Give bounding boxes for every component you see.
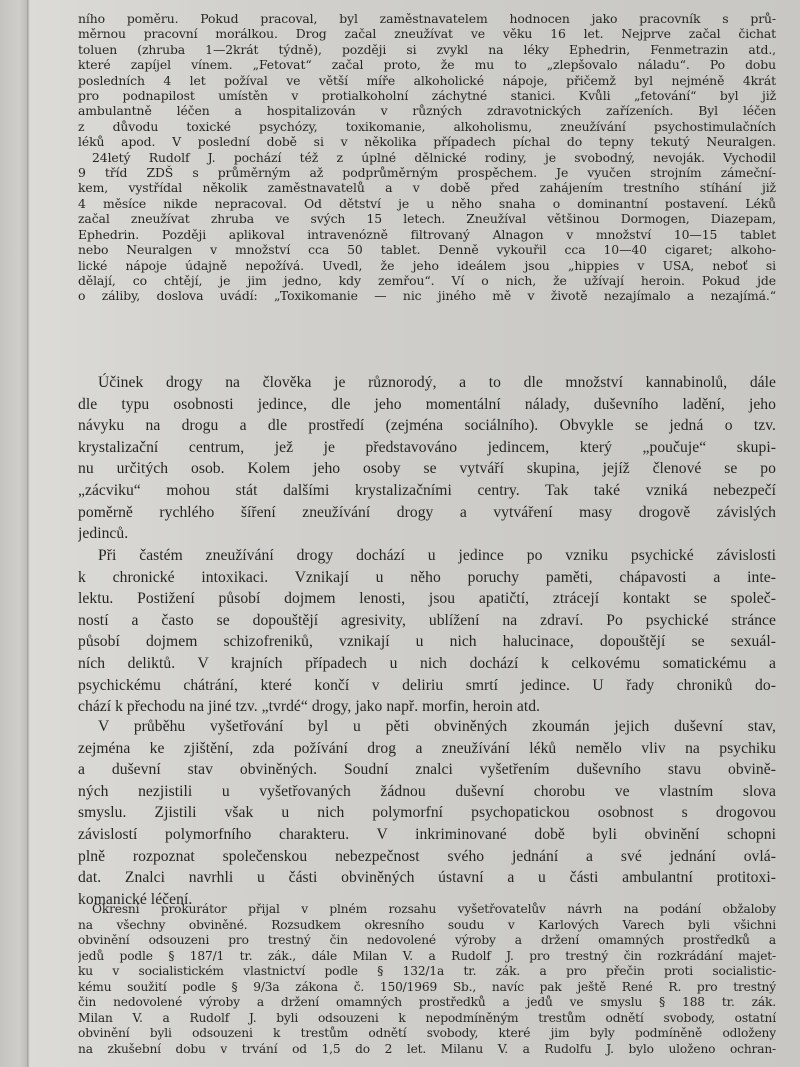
text-line: dle typu osobnosti jedince, dle jeho momentální nálady, duševního ladění, jeho	[78, 395, 776, 413]
text-line: dělají, co chtějí, je jim jedno, kdy zemřou“. Ví o nich, že užívají heroin. Pokud jde	[78, 272, 776, 288]
text-line: poměrně rychlého šíření zneužívání drogy a vytváření masy drogově závislých	[78, 503, 776, 521]
text-line: Okresní prokurátor přijal v plném rozsahu vyšetřovatelův návrh na podání obžaloby	[92, 902, 776, 916]
text-line: toluen (zhruba 1—2krát týdně), později si zvykl na léky Ephedrin, Fenmetrazin atd.,	[78, 41, 776, 57]
text-line: pro podnapilost umístěn v protialkoholní záchytné stanici. Kvůli „fetování“ byl již	[78, 88, 776, 104]
text-line: měrnou pracovní morálkou. Drog začal zneužívat ve věku 16 let. Nejprve začal čichat	[78, 26, 776, 42]
text-line: ností a často se dopouštějí agresivity, ublížení na zdraví. Po psychické stránce	[78, 611, 776, 629]
text-line: smyslu. Zjistili však u nich polymorfní psychopatickou osobnost s drogovou	[78, 804, 776, 822]
text-line: lektu. Postižení působí dojmem lenosti, jsou apatičtí, ztrácejí kontakt se společ-	[78, 590, 776, 608]
text-line: které zapíjel vínem. „Fetovat“ začal proto, že mu to „zlepšovalo náladu“. Po dobu	[78, 57, 776, 73]
text-line: Účinek drogy na člověka je různorodý, a to dle množství kannabinolů, dále	[98, 374, 776, 391]
paragraph-drug-effects	[78, 372, 776, 545]
text-line: ku v socialistickém vlastnictví podle § 132/1a tr. zák. a pro přečin proti socialistic-	[78, 964, 776, 978]
text-line: „zácviku“ mohou stát dalšími krystalizačními centry. Tak také vzniká nebezpečí	[78, 481, 776, 499]
text-line: jedů podle § 187/1 tr. zák., dále Milan V. a Rudolf J. pro trestný čin rozkrádání majet-	[78, 948, 776, 963]
text-line: ných nezjistili u vyšetřovaných žádnou duševní chorobu ve vlastním slova	[78, 782, 776, 800]
text-line: nu určitých osob. Kolem jeho osoby se vytváří skupina, jejíž členové se po	[78, 460, 776, 478]
text-line: léků apod. V poslední době si v několika případech píchal do tepny tekutý Neuralgen.	[78, 134, 776, 150]
text-line: o záliby, doslova uvádí: „Toxikomanie — nic jiného mě v životě nezajímalo a nezajímá.“	[78, 288, 776, 304]
text-line: na zkušební dobu v trvání od 1,5 do 2 let. Milanu V. a Rudolfu J. bylo uloženo ochran-	[78, 1041, 776, 1056]
text-line: působí dojmem schizofreniků, vznikají u nich halucinace, dopouštějí se sexuál-	[78, 633, 776, 651]
text-line: krystalizační centrum, jež je představováno jedincem, který „poučuje“ skupi-	[78, 438, 776, 456]
text-line: 4 měsíce nikde nepracoval. Od dětství je u něho snaha o dominantní postavení. Léků	[78, 195, 776, 211]
verdict-block	[78, 902, 776, 1057]
text-line: začal zneužívat zhruba ve svých 15 letech. Zneužíval většinou Dormogen, Diazepam,	[78, 211, 776, 227]
text-line: ního poměru. Pokud pracoval, byl zaměstnavatelem hodnocen jako pracovník s prů-	[78, 11, 776, 26]
text-line: lické nápoje údajně nepožívá. Uvedl, že jeho ideálem jsou „hippies v USA, neboť si	[78, 257, 776, 273]
text-line: na všechny obviněné. Rozsudkem okresního soudu v Karlových Varech byli všichni	[78, 917, 776, 932]
text-line: Ephedrin. Později aplikoval intravenózně filtrovaný Alnagon v množství 10—15 tablet	[78, 226, 776, 242]
facing-page-edge	[0, 0, 27, 1067]
text-line: ambulantně léčen a hospitalizován v různých zdravotnických zařízeních. Byl léčen	[78, 103, 776, 119]
text-line: kému soužití podle § 9/3a zákona č. 150/1969 Sb., navíc pak ještě René R. pro trestný	[78, 979, 776, 994]
text-line: Při častém zneužívání drogy dochází u jedince po vzniku psychické závislosti	[98, 547, 776, 564]
text-line: chází k přechodu na jiné tzv. „tvrdé“ drogy, jako např. morfin, heroin atd.	[78, 698, 541, 716]
text-line: psychickému chátrání, které končí v deliriu smrtí jedince. U řady chroniků do-	[78, 676, 776, 694]
text-line: jedinců.	[78, 525, 129, 543]
text-line: obvinění byli odsouzeni k trestům odnětí svobody, které jim byly podmíněně odloženy	[78, 1026, 776, 1040]
text-line: k chronické intoxikaci. Vznikají u něho poruchy paměti, chápavosti a inte-	[78, 568, 776, 586]
text-line: zejména ke zjištění, zda požívání drog a zneužívání léků nemělo vliv na psychiku	[78, 739, 776, 757]
text-line: návyku na drogu a dle prostředí (zejména sociálního). Obvykle se jedná o tzv.	[78, 417, 776, 435]
text-line: 24letý Rudolf J. pochází též z úplné dělnické rodiny, je svobodný, nevoják. Vychodil	[92, 149, 776, 165]
text-line: komanické léčení.	[78, 890, 193, 908]
paragraph-chronic-abuse	[78, 545, 776, 718]
paragraph-investigation	[78, 716, 776, 910]
text-line: kem, vystřídal několik zaměstnavatelů a v době před zahájením trestního stíhání již	[78, 180, 776, 196]
text-line: nebo Neuralgen v množství cca 50 tablet. Denně vykouřil cca 10—40 cigaret; alkoho-	[78, 242, 776, 258]
text-line: 9 tříd ZDŠ s průměrným až podprůměrným prospěchem. Je vyučen strojním zámeční-	[78, 165, 776, 181]
text-line: Milan V. a Rudolf J. byli odsouzeni k nepodmíněným trestům odnětí svobody, ostatní	[78, 1010, 776, 1025]
text-line: čin nedovolené výroby a držení omamných prostředků a jedů ve smyslu § 188 tr. zák.	[78, 995, 776, 1009]
text-line: dat. Znalci navrhli u části obviněných ústavní a u části ambulantní protitoxi-	[78, 869, 776, 887]
text-line: posledních 4 let požíval ve větší míře alkoholické nápoje, přičemž byl nejméně 4krát	[78, 72, 776, 88]
text-line: závislostí polymorfního charakteru. V inkriminované době byli obvinění schopni	[78, 825, 776, 843]
text-line: obvinění odsouzeni pro trestný čin nedovolené výroby a držení omamných prostředků a	[78, 933, 776, 947]
case-description-block	[78, 11, 776, 304]
text-line: plně rozpoznat společenskou nebezpečnost svého jednání a své jednání ovlá-	[78, 847, 776, 865]
text-line: ních deliktů. V krajních případech u nich dochází k celkovému somatickému a	[78, 654, 776, 672]
text-line: z důvodu toxické psychózy, toxikomanie, alkoholismu, zneužívání psychostimulačních	[78, 118, 776, 134]
text-line: V průběhu vyšetřování byl u pěti obviněných zkoumán jejich duševní stav,	[98, 718, 776, 735]
text-line: a duševní stav obviněných. Soudní znalci vyšetřením duševního stavu obvině-	[78, 761, 776, 779]
